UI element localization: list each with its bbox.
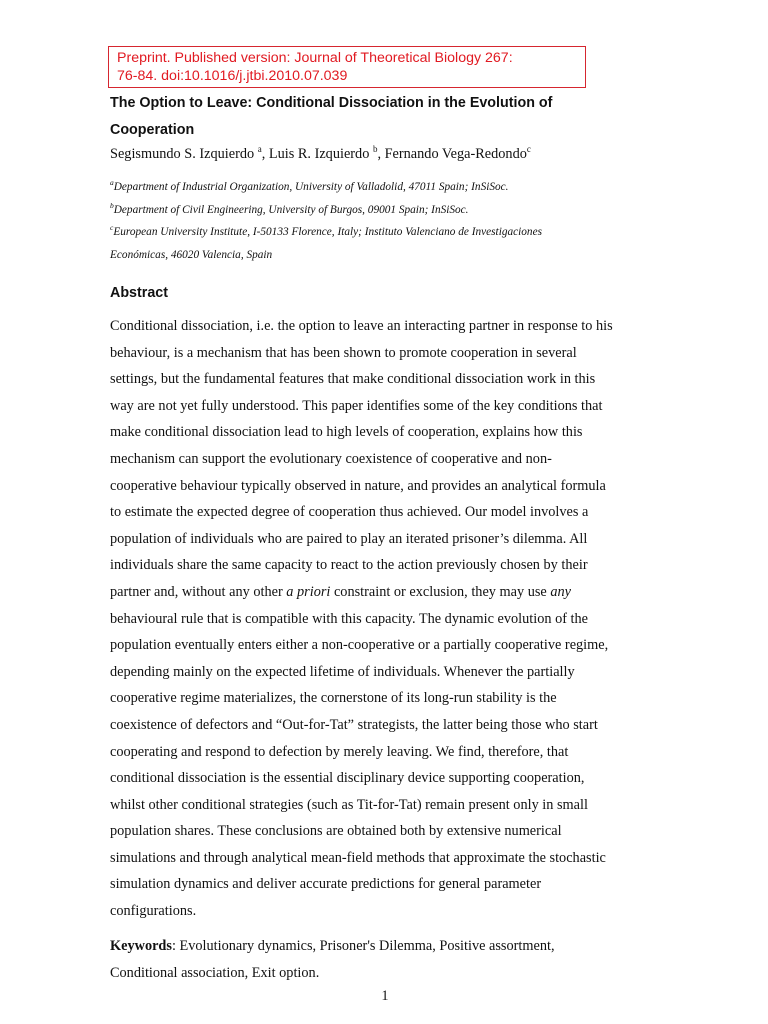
abstract-line <box>110 818 670 845</box>
author-name: Segismundo S. Izquierdo <box>110 146 255 162</box>
abstract-line <box>110 659 670 686</box>
abstract-italic-text: a priori <box>286 583 331 600</box>
paper-title <box>110 90 670 144</box>
abstract-text: Conditional dissociation, i.e. the option to leave an interacting partner in response to his <box>110 318 613 334</box>
affiliation-mark: c <box>110 223 114 232</box>
abstract-line <box>110 419 670 446</box>
abstract-text: settings, but the fundamental features that make conditional dissociation work in this <box>110 371 596 388</box>
affiliation-text: Económicas, 46020 Valencia, Spain <box>110 249 273 261</box>
abstract-text: mechanism can support the evolutionary coexistence of cooperative and non- <box>110 450 552 467</box>
abstract-text: cooperative behaviour typically observed in nature, and provides an analytical formula <box>110 477 606 494</box>
abstract-heading: Abstract <box>110 285 168 301</box>
affiliation-mark: a <box>110 178 114 187</box>
abstract-text: simulations and through analytical mean-field methods that approximate the stochastic <box>110 849 606 866</box>
abstract-line <box>110 792 670 819</box>
abstract-text: whilst other conditional strategies (such as Tit-for-Tat) remain present only in small <box>110 796 588 813</box>
abstract-line <box>110 579 670 606</box>
abstract-line <box>110 340 670 367</box>
affiliation-text: Department of Industrial Organization, University of Valladolid, 47011 Spain; InSiSoc. <box>113 181 509 193</box>
author-name: Fernando Vega-Redondo <box>384 146 527 162</box>
abstract-text: simulation dynamics and deliver accurate predictions for general parameter <box>110 876 542 893</box>
affiliation-c-continued <box>110 244 710 266</box>
author-affiliation-mark: b <box>372 144 378 154</box>
abstract-text: depending mainly on the expected lifetime of individuals. Whenever the partially <box>110 663 575 680</box>
abstract-line <box>110 685 670 712</box>
abstract-line <box>110 552 670 579</box>
abstract-line <box>110 632 670 659</box>
abstract-text: configurations. <box>110 903 197 920</box>
abstract-text: constraint or exclusion, they may use <box>330 583 551 600</box>
keywords-line-2: Conditional association, Exit option. <box>110 964 320 981</box>
abstract-line <box>110 606 670 633</box>
abstract-text: population shares. These conclusions are obtained both by extensive numerical <box>110 823 562 840</box>
abstract-line <box>110 712 670 739</box>
abstract-line <box>110 393 670 420</box>
author-name: Luis R. Izquierdo <box>268 146 370 162</box>
affiliation-text: Department of Civil Engineering, University of Burgos, 09001 Spain; InSiSoc. <box>113 204 469 216</box>
abstract-text: population of individuals who are paired to play an iterated prisoner’s dilemma. All <box>110 530 588 547</box>
abstract-line <box>110 473 670 500</box>
abstract-text: cooperative regime materializes, the cornerstone of its long-run stability is the <box>110 690 557 707</box>
abstract-text: way are not yet fully understood. This paper identifies some of the key conditions that <box>110 397 603 414</box>
affiliation-text: European University Institute, I-50133 Florence, Italy; Instituto Valenciano de Investigaciones <box>113 226 542 238</box>
preprint-notice-box <box>108 46 586 88</box>
abstract-line <box>110 499 670 526</box>
affiliation-a <box>110 176 710 198</box>
keywords-line-1 <box>110 933 670 960</box>
affiliation-mark: b <box>110 201 114 210</box>
affiliation-c <box>110 221 710 243</box>
abstract-text: individuals share the same capacity to react to the action previously chosen by their <box>110 557 588 574</box>
abstract-line <box>110 739 670 766</box>
abstract-line <box>110 366 670 393</box>
abstract-text: partner and, without any other <box>110 583 287 600</box>
preprint-notice-line-1: Preprint. Published version: Journal of Theoretical Biology 267: <box>117 50 513 66</box>
abstract-text: cooperating and respond to defection by merely leaving. We find, therefore, that <box>110 743 569 760</box>
abstract-line <box>110 845 670 872</box>
abstract-text: to estimate the expected degree of cooperation thus achieved. Our model involves a <box>110 504 589 521</box>
abstract-italic-text: any <box>550 583 571 600</box>
abstract-line <box>110 313 670 340</box>
paper-title-line-1: The Option to Leave: Conditional Dissociation in the Evolution of <box>110 95 553 111</box>
affiliation-b <box>110 199 710 221</box>
abstract-text: conditional dissociation is the essential disciplinary device supporting cooperation, <box>110 770 585 787</box>
abstract-text: behavioural rule that is compatible with this capacity. The dynamic evolution of the <box>110 610 589 627</box>
page-number: 1 <box>381 988 389 1004</box>
abstract-body <box>110 313 670 925</box>
abstract-line <box>110 526 670 553</box>
abstract-text: behaviour, is a mechanism that has been shown to promote cooperation in several <box>110 344 577 361</box>
abstract-text: population eventually enters either a non-cooperative or a partially cooperative regime, <box>110 637 609 654</box>
author-affiliation-mark: c <box>526 144 531 154</box>
keywords-section <box>110 933 670 986</box>
abstract-line <box>110 765 670 792</box>
author-separator: , <box>377 146 385 162</box>
keywords-label: Keywords <box>110 938 172 954</box>
abstract-line <box>110 871 670 898</box>
author-separator: , <box>261 146 269 162</box>
keywords-text: : Evolutionary dynamics, Prisoner's Dilemma, Positive assortment, <box>171 938 555 954</box>
abstract-text: coexistence of defectors and “Out-for-Tat” strategists, the latter being those who start <box>110 716 598 733</box>
abstract-text: make conditional dissociation lead to high levels of cooperation, explains how this <box>110 424 583 441</box>
author-affiliation-mark: a <box>257 144 262 154</box>
paper-title-line-2: Cooperation <box>110 122 195 138</box>
abstract-line <box>110 898 670 925</box>
preprint-notice-line-2: 76-84. doi:10.1016/j.jtbi.2010.07.039 <box>117 68 348 84</box>
abstract-line <box>110 446 670 473</box>
author-list <box>110 144 670 164</box>
